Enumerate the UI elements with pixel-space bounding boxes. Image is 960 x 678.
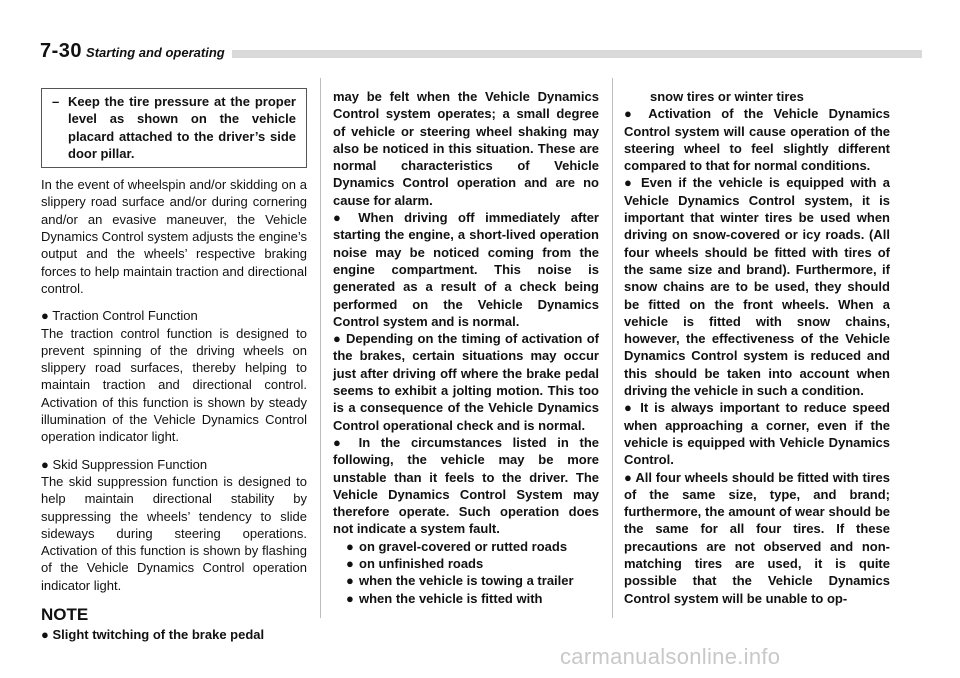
page-number: 7-30 [40, 40, 83, 62]
list-item: ● on unfinished roads [346, 556, 484, 572]
bullet-icon: ● [333, 434, 348, 450]
watermark: carmanualsonline.info [560, 644, 781, 669]
bullet-icon: ● [41, 456, 49, 472]
traction-heading: ● Traction Control Function [41, 308, 198, 324]
column-3 [624, 88, 890, 607]
note-item-7: ● It is always important to reduce speed when approaching a corner, even if the vehicle is equipped with Vehicle Dynamics Control. [624, 400, 890, 468]
bullet-icon: ● [346, 538, 354, 554]
traction-paragraph: The traction control function is designed to prevent spinning of the driving wheels on slippery road surfaces, thereby helping to maintain traction and directional control. Activation of this function is shown by steady illumination of the Vehicle Dynamics Control operation indicator light. [41, 325, 307, 445]
note-item-1-start: ● Slight twitching of the brake pedal [41, 627, 265, 643]
bullet-icon: ● [346, 590, 354, 606]
column-2 [333, 88, 599, 607]
note-item-5: ● Activation of the Vehicle Dynamics Control system will cause operation of the steering wheel to feel slightly different compared to that for normal conditions. [624, 106, 890, 174]
caution-box [41, 88, 307, 168]
bullet-icon: ● [333, 331, 342, 347]
intro-paragraph: In the event of wheelspin and/or skidding on a slippery road surface and/or during cornering and/or an evasive maneuver, the Vehicle Dynamics Control system adjusts the engine’s output and the wheels’ respective braking forces to help maintain traction and directional control. [41, 177, 307, 296]
box-text: Keep the tire pressure at the proper level as shown on the vehicle placard attached to the driver’s side door pillar. [68, 94, 296, 161]
header-rule [232, 50, 922, 58]
skid-heading: ● Skid Suppression Function [41, 456, 208, 472]
note-item-4: ● In the circumstances listed in the following, the vehicle may be more unstable than it feels to the driver. The Vehicle Dynamics Control System may therefore operate. Such operation does not indicate a system fault. [333, 434, 599, 537]
circumstance-list [333, 538, 599, 607]
skid-paragraph: The skid suppression function is designed to help maintain directional stability by suppressing the wheels’ tendency to slide sideways during steering operations. Activation of this function is shown by flashing of the Vehicle Dynamics Control operation indicator light. [41, 473, 307, 593]
bullet-icon: ● [346, 556, 354, 572]
note-heading: NOTE [41, 605, 89, 625]
bullet-icon: ● [41, 308, 49, 324]
note-item-3: ● Depending on the timing of activation of the brakes, certain situations may occur just after driving off where the brake pedal seems to exhibit a jolting motion. This too is a consequence of the Vehicle Dynamics Control operational check and is normal. [333, 331, 599, 433]
bullet-icon: ● [333, 210, 348, 226]
column-1 [41, 88, 307, 643]
bullet-icon: ● [346, 573, 354, 589]
list-item: ● when the vehicle is towing a trailer [346, 573, 574, 589]
note-item-1-cont: may be felt when the Vehicle Dynamics Control system operates; a small degree of vehicle or steering wheel shaking may also be noticed in this situation. These are normal characteristics of Vehicle Dynamics Control operation and are no cause for alarm. [333, 89, 599, 208]
note-item-2: ● When driving off immediately after starting the engine, a short-lived operation noise may be noticed coming from the engine compartment. This noise is generated as a result of a check being performed on the Vehicle Dynamics Control system and is normal. [333, 210, 599, 329]
bullet-icon: ● [41, 627, 49, 643]
list-item: ● when the vehicle is fitted with [346, 590, 543, 606]
bullet-icon: ● [624, 469, 633, 485]
list-item-cont: snow tires or winter tires [650, 89, 804, 104]
note-item-8: ● All four wheels should be fitted with tires of the same size, type, and brand; furthermore, the amount of wear should be the same for all four tires. If these precautions are not observed and non-matching tires are used, it is quite possible that the Vehicle Dynamics Control system will be unable to op- [624, 469, 890, 606]
note-item-6: ● Even if the vehicle is equipped with a Vehicle Dynamics Control system, it is important that winter tires be used when driving on snow-covered or icy roads. (All four wheels should be fitted with tires of the same size and brand). Furthermore, if snow chains are to be used, they should be fitted on the front wheels. When a vehicle is fitted with snow chains, however, the effectiveness of the Vehicle Dynamics Control system is reduced and this should be taken into account when driving the vehicle in such a condition. [624, 175, 890, 399]
bullet-icon: ● [624, 175, 635, 191]
list-item: ● on gravel-covered or rutted roads [346, 538, 568, 554]
page-header [40, 40, 225, 63]
column-divider-1 [320, 78, 321, 618]
column-divider-2 [612, 78, 613, 618]
bullet-icon: ● [624, 106, 639, 122]
box-dash: – [52, 94, 60, 109]
chapter-title: Starting and operating [86, 45, 225, 60]
bullet-icon: ● [624, 400, 635, 416]
